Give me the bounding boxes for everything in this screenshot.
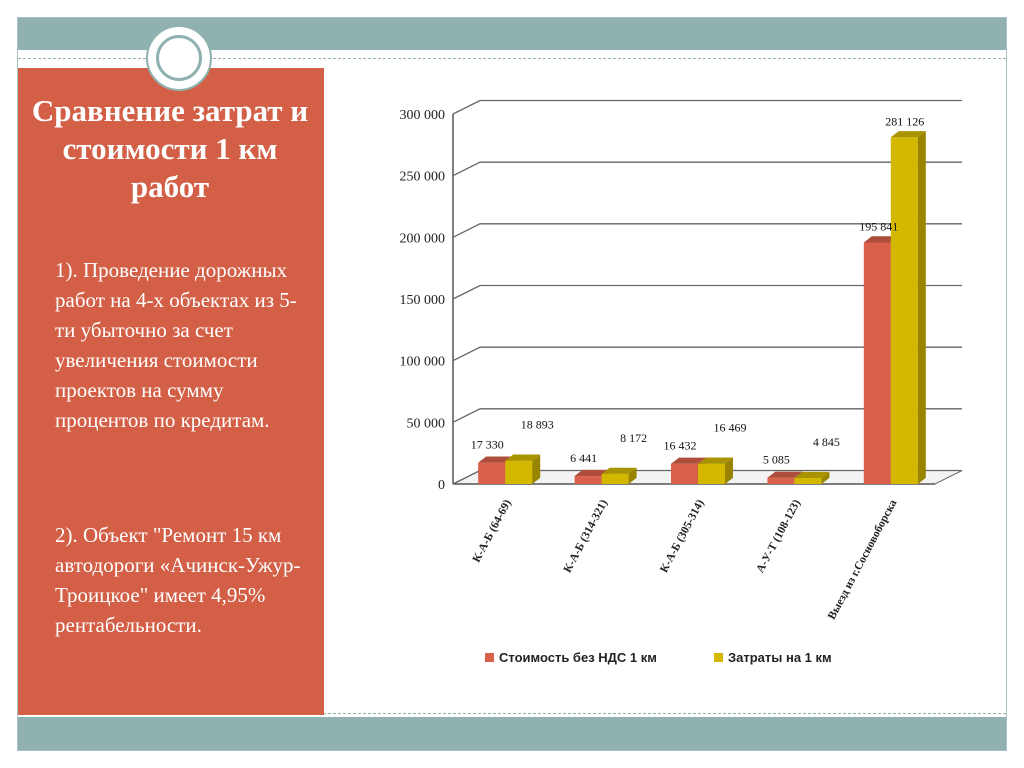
bar-side <box>918 131 926 484</box>
data-label: 8 172 <box>620 430 648 445</box>
data-label: 6 441 <box>570 451 598 466</box>
y-tick-label: 300 000 <box>399 108 445 123</box>
y-tick-label: 100 000 <box>399 354 445 370</box>
y-tick-label: 150 000 <box>399 293 445 308</box>
bar-2-4 <box>794 478 821 484</box>
paragraph-2: 2). Объект "Ремонт 15 км автодороги «Ачинск-Ужур-Троицкое" имеет 4,95% рентабельности. <box>55 523 301 637</box>
x-tick-label: К-А-Б (314-321) <box>561 497 611 575</box>
x-tick-label: Выезд из г.Сосновоборска <box>825 497 900 622</box>
decorative-ring <box>156 35 202 81</box>
x-tick-label: К-А-Б (64-69) <box>470 497 514 565</box>
y-tick-label: 200 000 <box>399 231 445 247</box>
legend-label-1: Стоимость без НДС 1 км <box>499 650 657 665</box>
bar-2-5 <box>891 137 918 484</box>
data-label: 195 841 <box>859 219 899 234</box>
data-label: 16 432 <box>663 438 697 453</box>
x-tick-label: К-А-Б (305-314) <box>658 497 707 575</box>
bar-1-4 <box>767 478 794 484</box>
paragraph-1: 1). Проведение дорожных работ на 4-х объектах из 5-ти убыточно за счет увеличения стоимости проектов на сумму процентов по кредитам. <box>55 258 297 432</box>
y-tick-label: 0 <box>438 478 445 493</box>
y-tick-label: 50 000 <box>406 416 445 432</box>
data-label: 17 330 <box>470 437 504 452</box>
y-tick-label: 250 000 <box>399 169 445 185</box>
bottom-band <box>18 717 1006 750</box>
legend-label-2: Затраты на 1 км <box>728 650 832 665</box>
bar-2-3 <box>698 464 725 484</box>
slide-title: Сравнение затрат и стоимости 1 км работ <box>31 93 309 204</box>
bar-2-2 <box>602 474 629 484</box>
bar-chart <box>345 80 985 690</box>
x-tick-label: А-У-Т (108-123) <box>754 497 804 575</box>
legend-swatch-2 <box>714 653 723 662</box>
legend-swatch-1 <box>485 653 494 662</box>
bar-1-2 <box>575 476 602 484</box>
data-label: 18 893 <box>520 417 554 432</box>
bar-1-1 <box>478 463 505 484</box>
bar-1-5 <box>864 242 891 484</box>
bar-1-3 <box>671 464 698 484</box>
decorative-circle-icon <box>146 25 212 91</box>
data-label: 5 085 <box>762 452 790 467</box>
data-label: 4 845 <box>812 435 840 450</box>
data-label: 281 126 <box>885 114 925 129</box>
data-label: 16 469 <box>713 420 747 435</box>
bar-2-1 <box>505 461 532 484</box>
